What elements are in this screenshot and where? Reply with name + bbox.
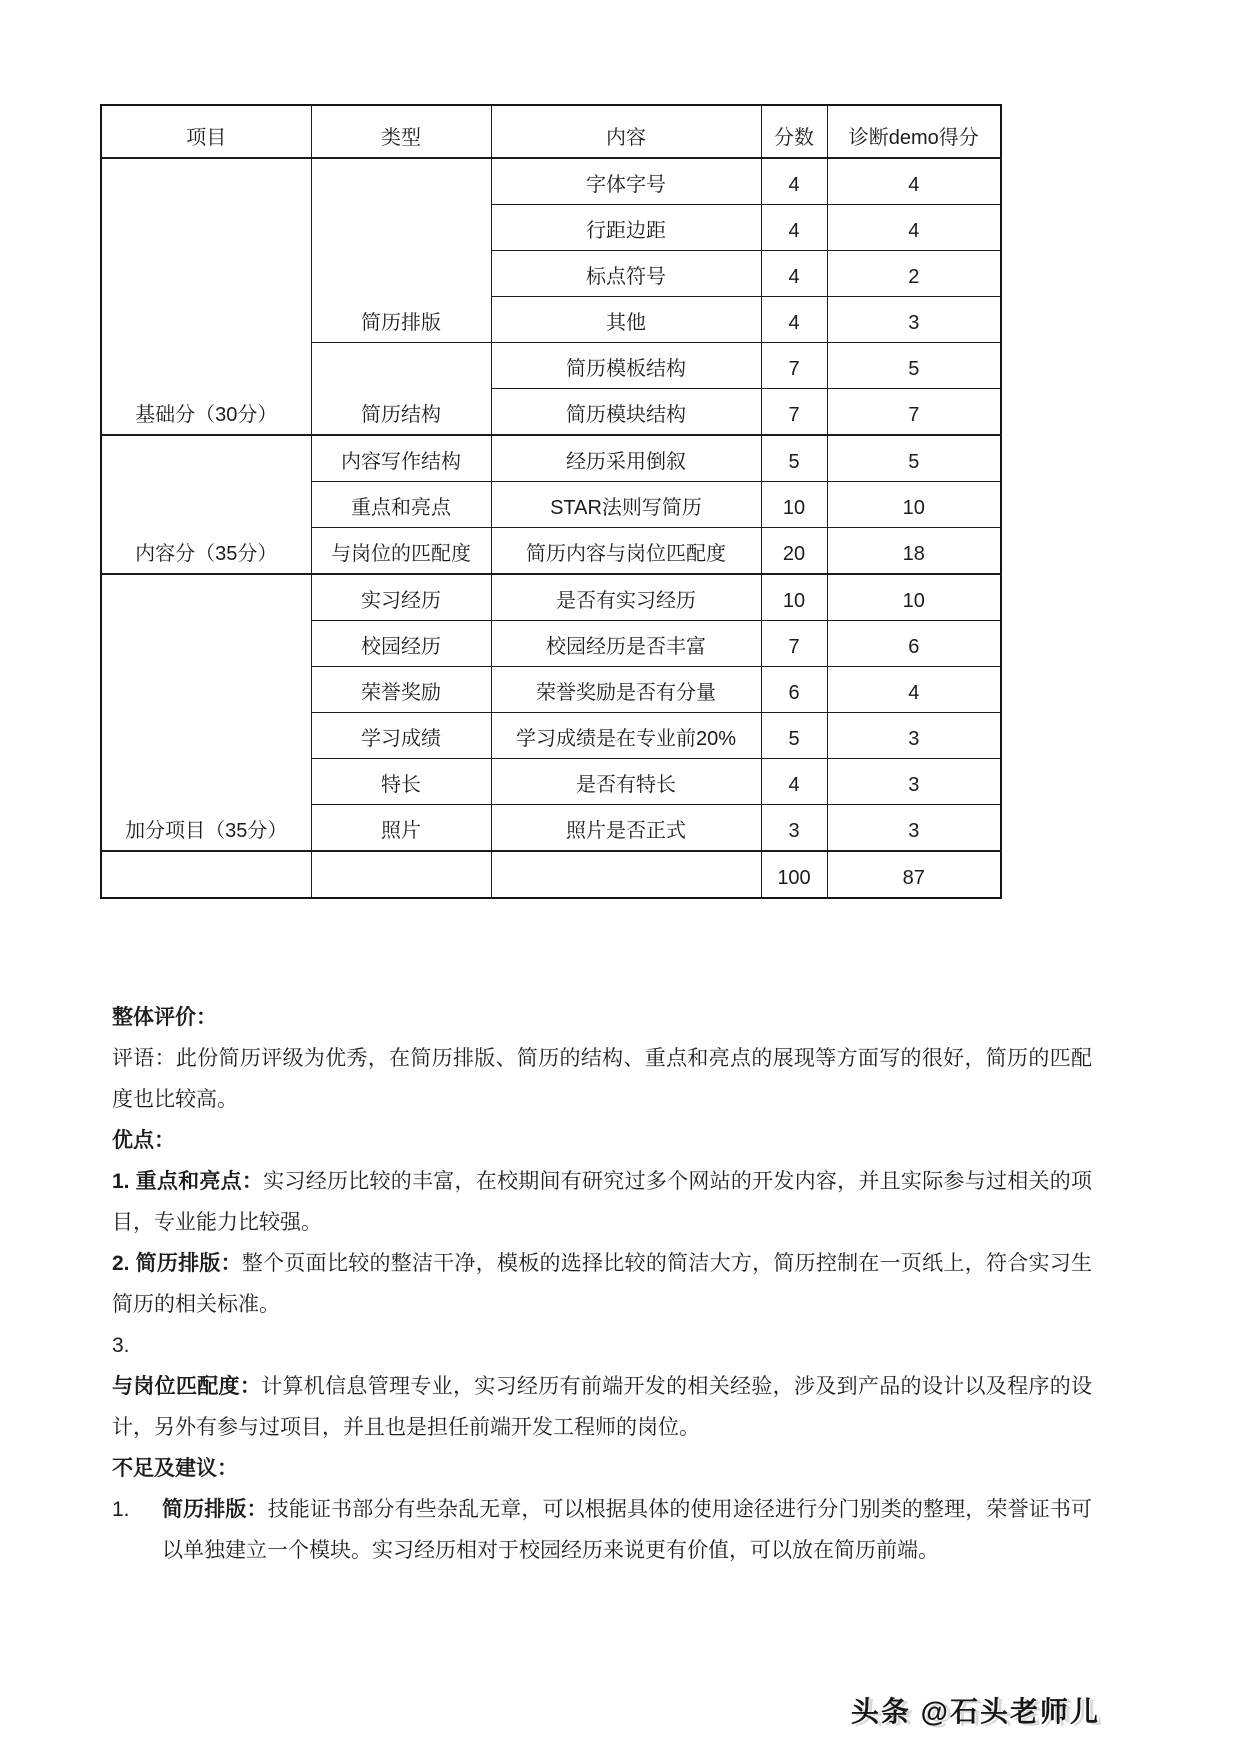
table-cell: 10 <box>761 574 827 621</box>
table-cell: 简历排版 <box>311 158 491 343</box>
strength-item-1-body: 实习经历比较的丰富，在校期间有研究过多个网站的开发内容，并且实际参与过相关的项目，专业能力比较强。 <box>112 1170 1092 1234</box>
table-header-row <box>101 105 1001 158</box>
match-paragraph-label: 与岗位匹配度： <box>112 1375 262 1398</box>
table-cell: 4 <box>827 158 1001 205</box>
table-cell: 7 <box>761 389 827 436</box>
match-paragraph-body: 计算机信息管理专业，实习经历有前端开发的相关经验，涉及到产品的设计以及程序的设计，另外有参与过项目，并且也是担任前端开发工程师的岗位。 <box>112 1375 1093 1439</box>
table-cell: 4 <box>761 158 827 205</box>
table-cell: 荣誉奖励是否有分量 <box>491 667 761 713</box>
table-cell: 特长 <box>311 759 491 805</box>
col-header-content: 内容 <box>491 105 761 158</box>
watermark-text: 头条 @石头老师儿 <box>850 1696 1100 1727</box>
strength-item-3-number: 3. <box>112 1334 130 1357</box>
table-cell: 3 <box>827 805 1001 852</box>
table-cell: 实习经历 <box>311 574 491 621</box>
table-cell: 18 <box>827 528 1001 575</box>
table-cell: 5 <box>827 435 1001 482</box>
table-cell: 经历采用倒叙 <box>491 435 761 482</box>
weakness-item-1-number: 1. <box>112 1498 130 1521</box>
table-cell: 其他 <box>491 297 761 343</box>
table-cell: 校园经历是否丰富 <box>491 621 761 667</box>
col-header-item: 项目 <box>101 105 311 158</box>
col-header-score: 分数 <box>761 105 827 158</box>
table-cell: 简历模块结构 <box>491 389 761 436</box>
table-cell: 简历内容与岗位匹配度 <box>491 528 761 575</box>
table-cell: 加分项目（35分） <box>101 574 311 851</box>
table-cell: 3 <box>827 297 1001 343</box>
comment-paragraph: 评语：此份简历评级为优秀，在简历排版、简历的结构、重点和亮点的展现等方面写的很好，简历的匹配度也比较高。 <box>112 1047 1092 1111</box>
table-cell: 内容写作结构 <box>311 435 491 482</box>
table-cell: 简历结构 <box>311 343 491 436</box>
table-cell: 10 <box>827 482 1001 528</box>
table-cell: 6 <box>827 621 1001 667</box>
table-row <box>101 851 1001 898</box>
strength-item-2 <box>112 1243 1092 1325</box>
col-header-type: 类型 <box>311 105 491 158</box>
table-cell: 与岗位的匹配度 <box>311 528 491 575</box>
table-cell: 标点符号 <box>491 251 761 297</box>
table-cell: 重点和亮点 <box>311 482 491 528</box>
table-cell: 字体字号 <box>491 158 761 205</box>
table-cell: 照片是否正式 <box>491 805 761 852</box>
table-cell: 3 <box>761 805 827 852</box>
table-row <box>101 574 1001 621</box>
table-cell: 87 <box>827 851 1001 898</box>
table-cell: 7 <box>761 343 827 389</box>
table-cell: 20 <box>761 528 827 575</box>
table-row <box>101 158 1001 205</box>
weaknesses-heading: 不足及建议： <box>112 1457 238 1480</box>
table-cell: 5 <box>761 713 827 759</box>
table-cell: 内容分（35分） <box>101 435 311 574</box>
strengths-heading: 优点： <box>112 1129 175 1152</box>
score-table-body <box>101 158 1001 898</box>
table-cell: 是否有特长 <box>491 759 761 805</box>
table-cell: 2 <box>827 251 1001 297</box>
table-cell: 100 <box>761 851 827 898</box>
strength-item-1-label: 1. 重点和亮点： <box>112 1170 264 1193</box>
table-cell: 4 <box>761 205 827 251</box>
table-cell: 4 <box>827 667 1001 713</box>
strength-item-1 <box>112 1161 1092 1243</box>
table-cell: 10 <box>761 482 827 528</box>
evaluation-text <box>112 997 1092 1571</box>
table-cell: 是否有实习经历 <box>491 574 761 621</box>
table-cell: 学习成绩 <box>311 713 491 759</box>
weakness-item-1 <box>112 1489 1092 1571</box>
table-cell: 照片 <box>311 805 491 852</box>
table-cell: 3 <box>827 713 1001 759</box>
weakness-item-1-body: 技能证书部分有些杂乱无章，可以根据具体的使用途径进行分门别类的整理，荣誉证书可以单独建立一个模块。实习经历相对于校园经历来说更有价值，可以放在简历前端。 <box>162 1498 1093 1562</box>
table-cell: 4 <box>761 251 827 297</box>
table-cell: 校园经历 <box>311 621 491 667</box>
table-cell: 5 <box>761 435 827 482</box>
table-cell: 7 <box>761 621 827 667</box>
strength-item-2-body: 整个页面比较的整洁干净，模板的选择比较的简洁大方，简历控制在一页纸上，符合实习生简历的相关标准。 <box>112 1252 1092 1316</box>
table-cell: 基础分（30分） <box>101 158 311 435</box>
table-cell: 3 <box>827 759 1001 805</box>
strength-item-2-label: 2. 简历排版： <box>112 1252 242 1275</box>
overall-evaluation-heading: 整体评价： <box>112 1006 217 1029</box>
col-header-demo-score: 诊断demo得分 <box>827 105 1001 158</box>
weakness-item-1-label: 简历排版： <box>162 1498 268 1521</box>
table-cell <box>311 851 491 898</box>
table-cell: 6 <box>761 667 827 713</box>
table-cell: 4 <box>827 205 1001 251</box>
table-cell: 10 <box>827 574 1001 621</box>
table-cell: 4 <box>761 297 827 343</box>
table-cell: 7 <box>827 389 1001 436</box>
table-cell <box>491 851 761 898</box>
table-cell: 5 <box>827 343 1001 389</box>
match-paragraph <box>112 1366 1092 1448</box>
table-row <box>101 435 1001 482</box>
table-cell <box>101 851 311 898</box>
table-cell: 荣誉奖励 <box>311 667 491 713</box>
table-cell: 行距边距 <box>491 205 761 251</box>
table-cell: 简历模板结构 <box>491 343 761 389</box>
table-cell: STAR法则写简历 <box>491 482 761 528</box>
score-table <box>100 104 1002 899</box>
table-cell: 学习成绩是在专业前20% <box>491 713 761 759</box>
table-cell: 4 <box>761 759 827 805</box>
